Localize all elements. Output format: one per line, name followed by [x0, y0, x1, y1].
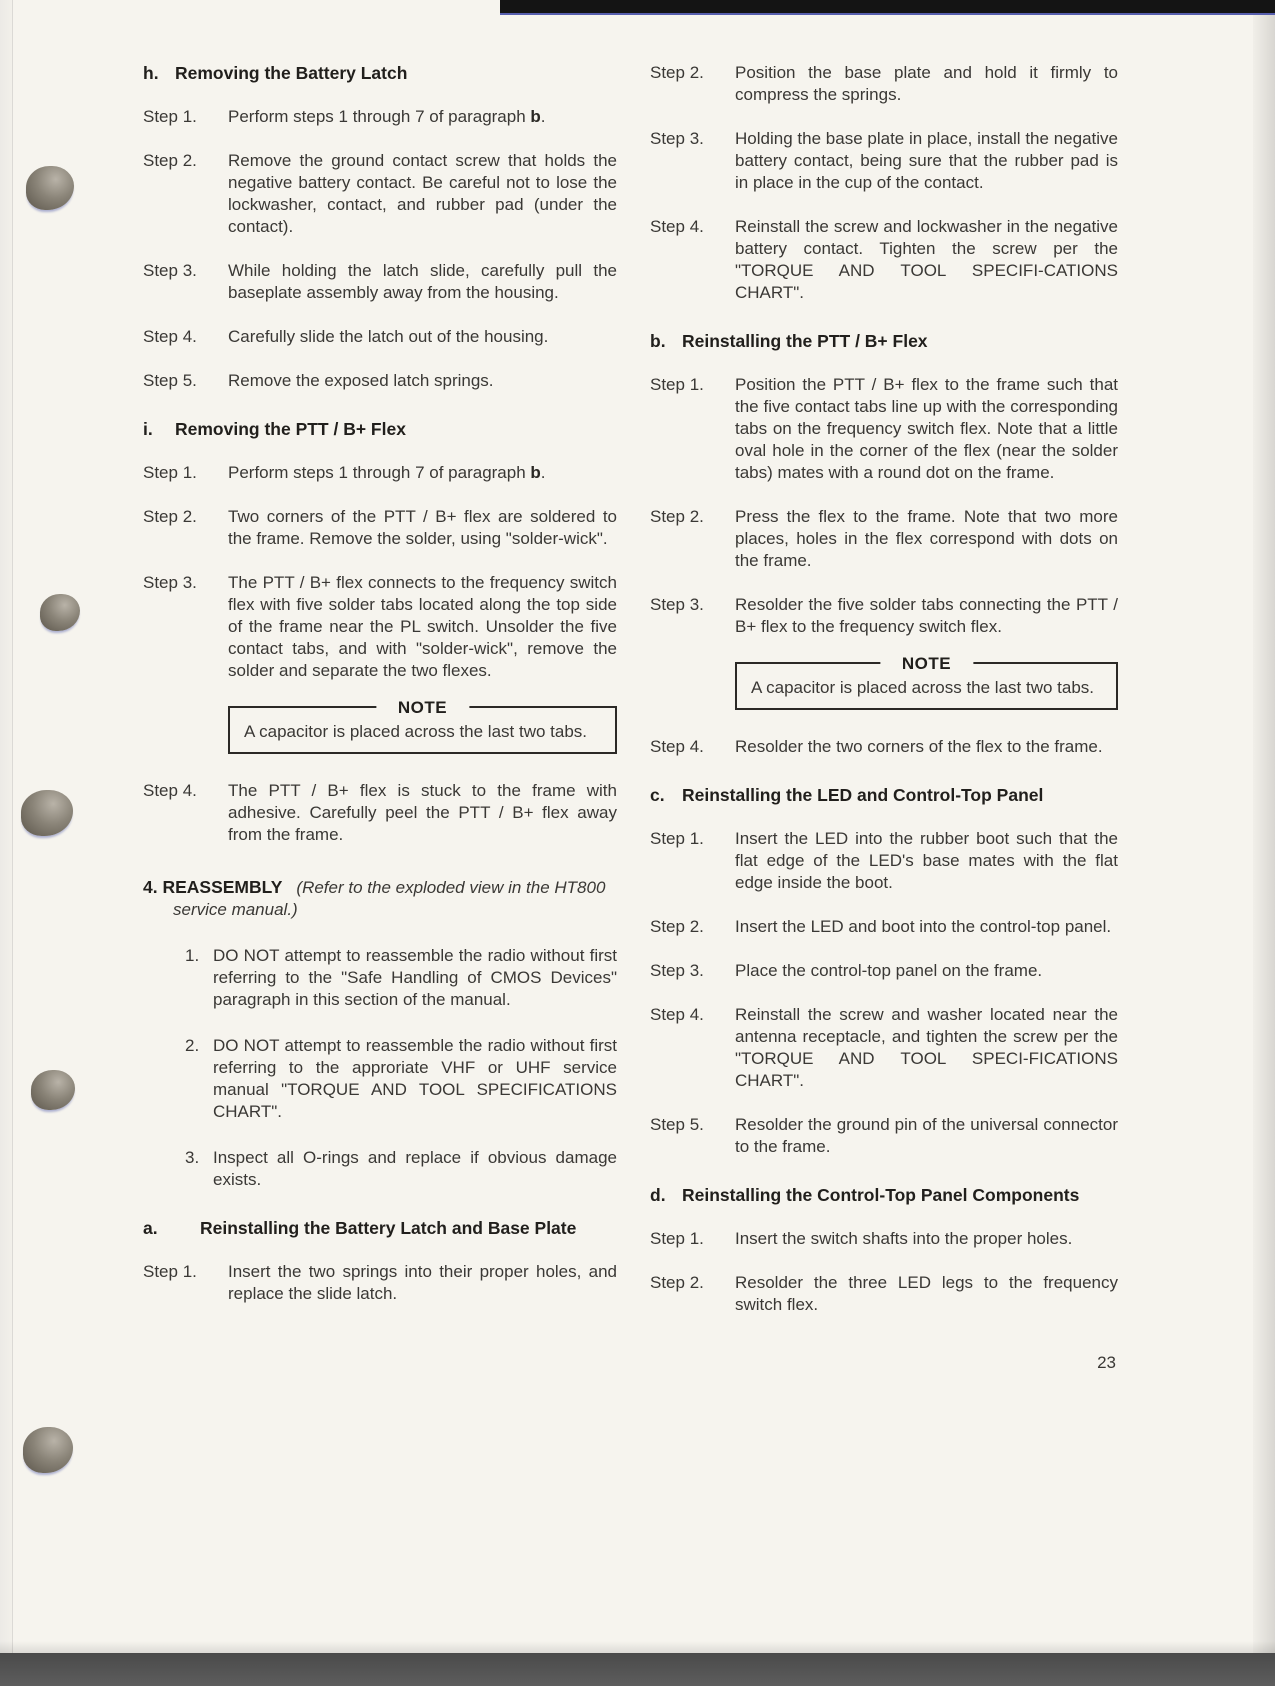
left-column — [143, 62, 617, 1327]
step-label: Step 3. — [650, 129, 704, 148]
heading-text: Reinstalling the Control-Top Panel Components — [682, 1185, 1080, 1205]
scan-bottom-bar — [0, 1653, 1275, 1686]
heading-prefix: a. — [143, 1218, 158, 1238]
step-text: Resolder the five solder tabs connecting the PTT / B+ flex to the frequency switch flex. — [735, 595, 1118, 636]
heading-text: Removing the PTT / B+ Flex — [175, 419, 406, 439]
list-item-text: DO NOT attempt to reassemble the radio without first referring to the "Safe Handling of CMOS Devices" paragraph in this section of the manual. — [213, 946, 617, 1009]
right-column — [650, 62, 1118, 1374]
heading-text: Removing the Battery Latch — [175, 63, 408, 83]
step-item — [650, 216, 1118, 304]
step-label: Step 4. — [143, 327, 197, 346]
step-label: Step 2. — [143, 507, 197, 526]
step-label: Step 1. — [143, 107, 197, 126]
binder-hole — [23, 1427, 73, 1473]
step-item — [650, 594, 1118, 638]
step-item — [650, 62, 1118, 106]
step-label: Step 2. — [650, 63, 704, 82]
step-item — [650, 736, 1118, 758]
step-item — [650, 960, 1118, 982]
list-item-number: 3. — [185, 1148, 200, 1167]
note-title: NOTE — [880, 653, 973, 675]
step-text: The PTT / B+ flex is stuck to the frame with adhesive. Carefully peel the PTT / B+ flex away from the frame. — [228, 781, 617, 844]
note-text: A capacitor is placed across the last two tabs. — [244, 722, 588, 741]
list-item — [185, 1147, 617, 1191]
step-text: Insert the LED and boot into the control-top panel. — [735, 917, 1112, 936]
step-label: Step 5. — [650, 1115, 704, 1134]
step-item — [650, 128, 1118, 194]
page-left-edge — [0, 0, 13, 1653]
scan-top-bar — [500, 0, 1275, 15]
step-item — [143, 150, 617, 238]
list-item-text: Inspect all O-rings and replace if obvious damage exists. — [213, 1148, 617, 1189]
section-title — [143, 876, 617, 921]
page-bottom-shadow — [0, 1641, 1275, 1653]
step-item — [143, 780, 617, 846]
step-text: Position the PTT / B+ flex to the frame such that the five contact tabs line up with the corresponding tabs on the frequency switch flex. Note that a little oval hole in the corner of the flex (near the solder tabs) mates with a round dot on the frame. — [735, 375, 1118, 482]
note-title: NOTE — [376, 697, 469, 719]
step-text: Insert the two springs into their proper holes, and replace the slide latch. — [228, 1262, 617, 1303]
step-item — [143, 260, 617, 304]
step-item — [143, 572, 617, 682]
step-text: Perform steps 1 through 7 of paragraph b. — [228, 463, 546, 482]
page-number: 23 — [1097, 1353, 1116, 1372]
step-label: Step 2. — [650, 507, 704, 526]
step-label: Step 4. — [650, 737, 704, 756]
section-name: REASSEMBLY — [162, 877, 283, 897]
step-label: Step 1. — [143, 463, 197, 482]
heading-prefix: h. — [143, 63, 159, 83]
step-text: Remove the exposed latch springs. — [228, 371, 494, 390]
note-box — [228, 698, 617, 754]
section-heading — [650, 330, 1118, 352]
step-text: Place the control-top panel on the frame. — [735, 961, 1043, 980]
section-note-italic: (Refer to the exploded view in the HT800 service manual.) — [173, 878, 606, 919]
heading-text: Reinstalling the PTT / B+ Flex — [682, 331, 928, 351]
step-label: Step 2. — [143, 151, 197, 170]
step-text: The PTT / B+ flex connects to the frequency switch flex with five solder tabs located along the top side of the frame near the PL switch. Unsolder the five contact tabs, and with "solder-wick", remove the solder and separate the two flexes. — [228, 573, 617, 680]
step-item — [143, 326, 617, 348]
step-item — [650, 1004, 1118, 1092]
step-label: Step 1. — [143, 1262, 197, 1281]
section-heading — [143, 418, 617, 440]
page-right-edge — [1253, 13, 1275, 1653]
heading-text: Reinstalling the Battery Latch and Base Plate — [200, 1218, 577, 1238]
binder-hole — [31, 1070, 75, 1110]
step-item — [143, 370, 617, 392]
heading-prefix: c. — [650, 785, 665, 805]
heading-prefix: i. — [143, 419, 153, 439]
step-item — [650, 1272, 1118, 1316]
step-item — [650, 374, 1118, 484]
step-label: Step 3. — [143, 573, 197, 592]
step-text: Two corners of the PTT / B+ flex are soldered to the frame. Remove the solder, using "solder-wick". — [228, 507, 617, 548]
step-text: Carefully slide the latch out of the housing. — [228, 327, 549, 346]
step-text: Insert the LED into the rubber boot such that the flat edge of the LED's base mates with the flat edge inside the boot. — [735, 829, 1118, 892]
list-item — [185, 1035, 617, 1123]
list-item-number: 2. — [185, 1036, 200, 1055]
list-item-text: DO NOT attempt to reassemble the radio without first referring to the approriate VHF or UHF service manual "TORQUE AND TOOL SPECIFICATIONS CHART". — [213, 1036, 617, 1121]
step-text: Insert the switch shafts into the proper holes. — [735, 1229, 1073, 1248]
list-item — [185, 945, 617, 1011]
heading-prefix: b. — [650, 331, 666, 351]
step-text: While holding the latch slide, carefully pull the baseplate assembly away from the housing. — [228, 261, 617, 302]
binder-hole — [21, 790, 73, 836]
step-item — [650, 1114, 1118, 1158]
step-text: Reinstall the screw and washer located near the antenna receptacle, and tighten the screw per the "TORQUE AND TOOL SPECI-FICATIONS CHART". — [735, 1005, 1118, 1090]
step-item — [650, 1228, 1118, 1250]
step-label: Step 4. — [650, 1005, 704, 1024]
heading-prefix: d. — [650, 1185, 666, 1205]
step-item — [143, 1261, 617, 1305]
step-text: Resolder the ground pin of the universal connector to the frame. — [735, 1115, 1118, 1156]
section-heading — [143, 1217, 617, 1239]
step-label: Step 1. — [650, 1229, 704, 1248]
step-text: Resolder the two corners of the flex to the frame. — [735, 737, 1103, 756]
step-item — [143, 506, 617, 550]
note-text: A capacitor is placed across the last two tabs. — [751, 678, 1095, 697]
section-heading — [650, 1184, 1118, 1206]
note-box — [735, 654, 1118, 710]
step-text: Press the flex to the frame. Note that two more places, holes in the flex correspond with dots on the frame. — [735, 507, 1118, 570]
step-label: Step 2. — [650, 917, 704, 936]
binder-hole — [40, 594, 80, 631]
section-heading — [143, 62, 617, 84]
step-text: Perform steps 1 through 7 of paragraph b. — [228, 107, 546, 126]
step-label: Step 2. — [650, 1273, 704, 1292]
step-text: Resolder the three LED legs to the frequency switch flex. — [735, 1273, 1118, 1314]
step-text: Position the base plate and hold it firmly to compress the springs. — [735, 63, 1118, 104]
heading-text: Reinstalling the LED and Control-Top Panel — [682, 785, 1044, 805]
binder-hole — [26, 166, 74, 210]
step-item — [650, 916, 1118, 938]
step-text: Holding the base plate in place, install the negative battery contact, being sure that the rubber pad is in place in the cup of the contact. — [735, 129, 1118, 192]
step-label: Step 4. — [650, 217, 704, 236]
step-item — [143, 462, 617, 484]
step-item — [650, 506, 1118, 572]
list-item-number: 1. — [185, 946, 200, 965]
step-label: Step 3. — [650, 961, 704, 980]
step-text: Remove the ground contact screw that holds the negative battery contact. Be careful not to lose the lockwasher, contact, and rubber pad (under the contact). — [228, 151, 617, 236]
step-label: Step 5. — [143, 371, 197, 390]
step-label: Step 4. — [143, 781, 197, 800]
step-label: Step 1. — [650, 829, 704, 848]
step-item — [143, 106, 617, 128]
step-item — [650, 828, 1118, 894]
section-number: 4. — [143, 877, 163, 897]
step-label: Step 3. — [650, 595, 704, 614]
step-label: Step 1. — [650, 375, 704, 394]
section-heading — [650, 784, 1118, 806]
step-text: Reinstall the screw and lockwasher in the negative battery contact. Tighten the screw per the "TORQUE AND TOOL SPECIFI-CATIONS CHART". — [735, 217, 1118, 302]
step-label: Step 3. — [143, 261, 197, 280]
